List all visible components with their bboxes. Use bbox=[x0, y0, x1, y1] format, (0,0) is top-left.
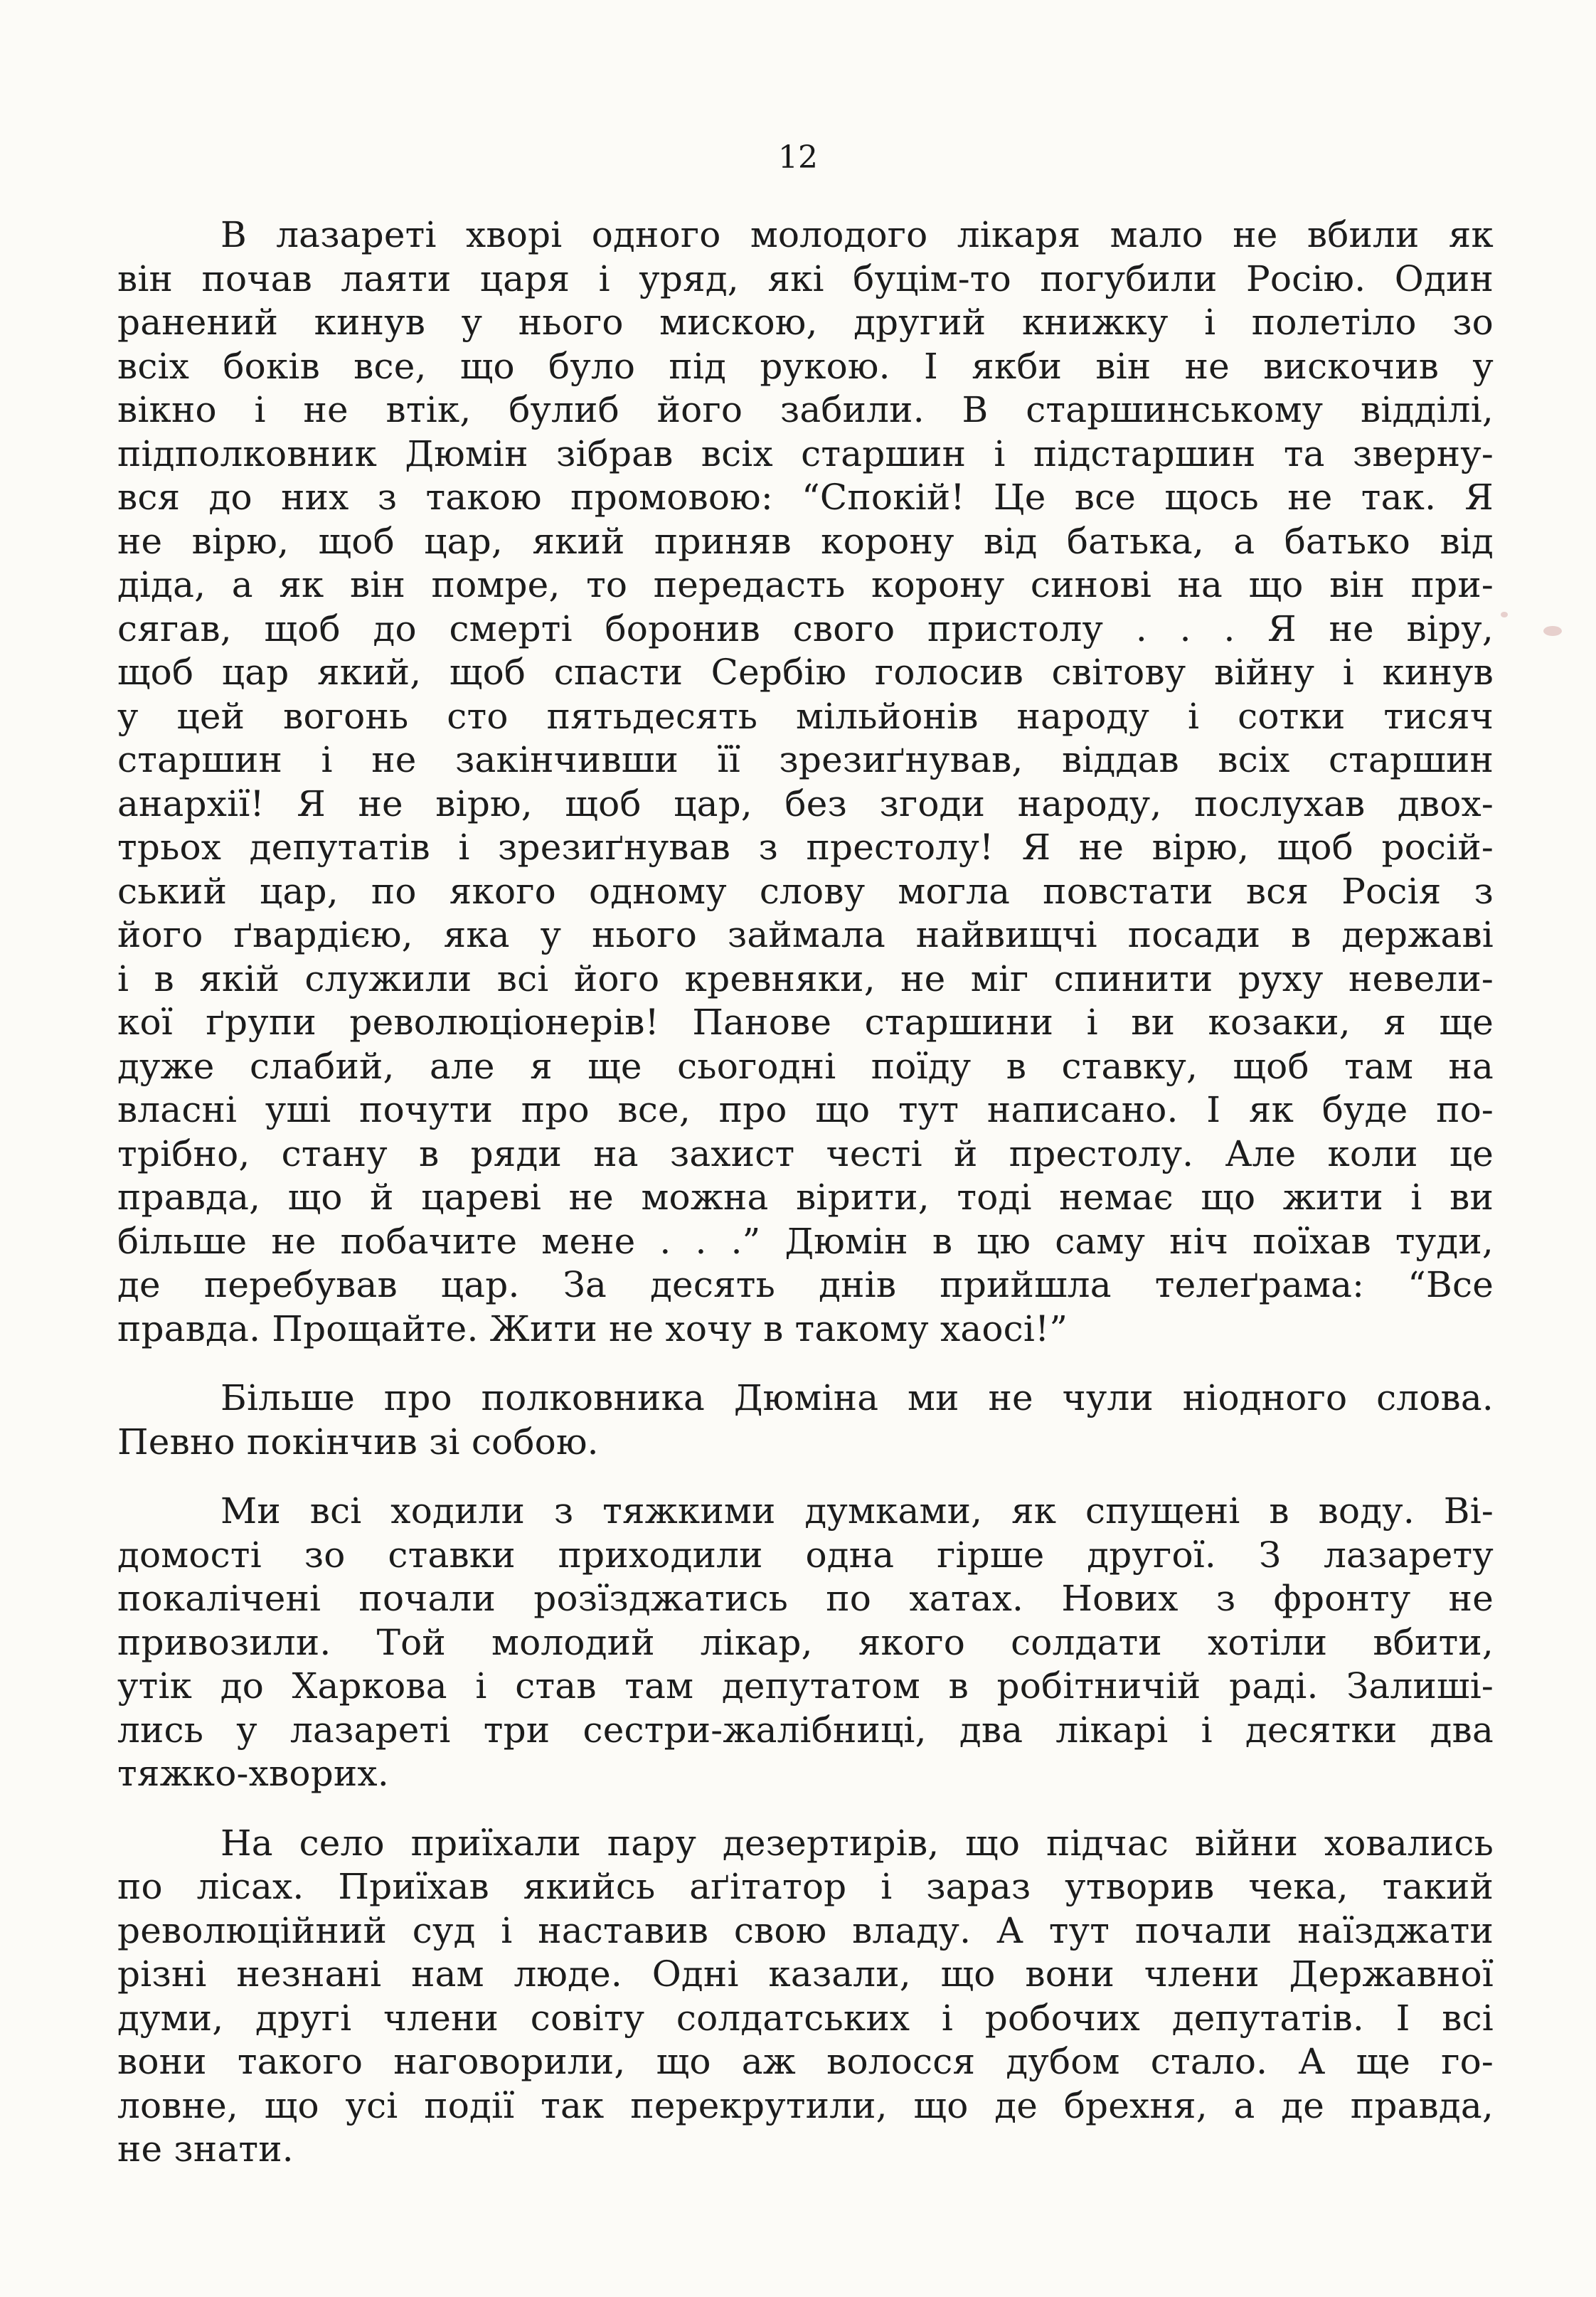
text-line: утік до Харкова і став там депутатом в робітничій раді. Залиші- bbox=[117, 1665, 1494, 1707]
text-line: трібно, стану в ряди на захист честі й престолу. Але коли це bbox=[117, 1132, 1494, 1174]
text-line: вся до них з такою промовою: “Спокій! Це все щось не так. Я bbox=[117, 477, 1494, 518]
text-line: На село приїхали пару дезертирів, що підчас війни ховались bbox=[220, 1822, 1494, 1864]
text-line: лись у лазареті три сестри-жалібниці, два лікарі і десятки два bbox=[117, 1709, 1494, 1751]
text-line: старшин і не закінчивши її зрезиґнував, віддав всіх старшин bbox=[117, 739, 1494, 780]
text-line: покалічені почали розїзджатись по хатах. Нових з фронту не bbox=[117, 1578, 1494, 1619]
text-line: підполковник Дюмін зібрав всіх старшин і підстаршин та зверну- bbox=[117, 433, 1494, 474]
text-line: сягав, щоб до смерті боронив свого пристолу . . . Я не віру, bbox=[117, 608, 1494, 649]
ink-speck bbox=[1543, 626, 1562, 636]
text-line: тяжко-хворих. bbox=[117, 1753, 389, 1794]
body-text bbox=[117, 213, 1494, 2197]
text-line: його ґвардією, яка у нього займала найвищчі посади в державі bbox=[117, 914, 1494, 955]
text-line: правда, що й цареві не можна вірити, тоді немає що жити і ви bbox=[117, 1177, 1494, 1218]
text-line: Ми всі ходили з тяжкими думками, як спущені в воду. Ві- bbox=[220, 1490, 1494, 1532]
text-line: привозили. Той молодий лікар, якого солдати хотіли вбити, bbox=[117, 1621, 1494, 1663]
text-line: ранений кинув у нього мискою, другий книжку і полетіло зо bbox=[117, 302, 1494, 343]
text-line: домості зо ставки приходили одна гірше другої. З лазарету bbox=[117, 1534, 1494, 1576]
text-line: більше не побачите мене . . .” Дюмін в цю саму ніч поїхав туди, bbox=[117, 1220, 1494, 1262]
text-line: у цей вогонь сто пятьдесять мільйонів народу і сотки тисяч bbox=[117, 695, 1494, 737]
ink-speck bbox=[1501, 612, 1508, 617]
text-line: вони такого наговорили, що аж волосся дубом стало. А ще го- bbox=[117, 2041, 1494, 2082]
text-line: не вірю, щоб цар, який приняв корону від батька, а батько від bbox=[117, 520, 1494, 562]
text-line: анархії! Я не вірю, щоб цар, без згоди народу, послухав двох- bbox=[117, 783, 1494, 824]
paragraph-4 bbox=[117, 1822, 1494, 2172]
text-line: трьох депутатів і зрезиґнував з престолу! Я не вірю, щоб росій- bbox=[117, 827, 1494, 868]
text-line: і в якій служили всі його кревняки, не міг спинити руху невели- bbox=[117, 957, 1494, 999]
text-line: дуже слабий, але я ще сьогодні поїду в ставку, щоб там на bbox=[117, 1045, 1494, 1087]
text-line: В лазареті хворі одного молодого лікаря мало не вбили як bbox=[220, 214, 1494, 255]
text-line: всіх боків все, що було під рукою. І якби він не вискочив у bbox=[117, 345, 1494, 387]
text-line: де перебував цар. За десять днів прийшла телеґрама: “Все bbox=[117, 1264, 1494, 1305]
page-number: 12 bbox=[778, 139, 818, 176]
text-line: Певно покінчив зі собою. bbox=[117, 1421, 599, 1463]
text-line: власні уші почути про все, про що тут написано. І як буде по- bbox=[117, 1089, 1494, 1130]
text-line: не знати. bbox=[117, 2128, 294, 2170]
text-line: ський цар, по якого одному слову могла повстати вся Росія з bbox=[117, 870, 1494, 912]
text-line: по лісах. Приїхав якийсь аґітатор і зараз утворив чека, такий bbox=[117, 1866, 1494, 1907]
text-line: кої ґрупи революціонерів! Панове старшини і ви козаки, я ще bbox=[117, 1002, 1494, 1043]
text-line: діда, а як він помре, то передасть корону синові на що він при- bbox=[117, 564, 1494, 605]
text-line: вікно і не втік, булиб його забили. В старшинському відділі, bbox=[117, 389, 1494, 430]
text-line: думи, другі члени совіту солдатських і робочих депутатів. І всі bbox=[117, 1997, 1494, 2039]
paragraph-3 bbox=[117, 1490, 1494, 1796]
text-line: Більше про полковника Дюміна ми не чули ніодного слова. bbox=[220, 1377, 1494, 1418]
text-line: він почав лаяти царя і уряд, які буцім-то погубили Росію. Один bbox=[117, 258, 1494, 299]
text-line: різні незнані нам люде. Одні казали, що вони члени Державної bbox=[117, 1953, 1494, 1995]
paragraph-1 bbox=[117, 213, 1494, 1351]
paragraph-2 bbox=[117, 1376, 1494, 1464]
text-line: ловне, що усі події так перекрутили, що де брехня, а де правда, bbox=[117, 2084, 1494, 2126]
text-line: революційний суд і наставив свою владу. А тут почали наїзджати bbox=[117, 1909, 1494, 1951]
text-line: щоб цар який, щоб спасти Сербію голосив світову війну і кинув bbox=[117, 652, 1494, 693]
text-line: правда. Прощайте. Жити не хочу в такому хаосі!” bbox=[117, 1307, 1068, 1349]
